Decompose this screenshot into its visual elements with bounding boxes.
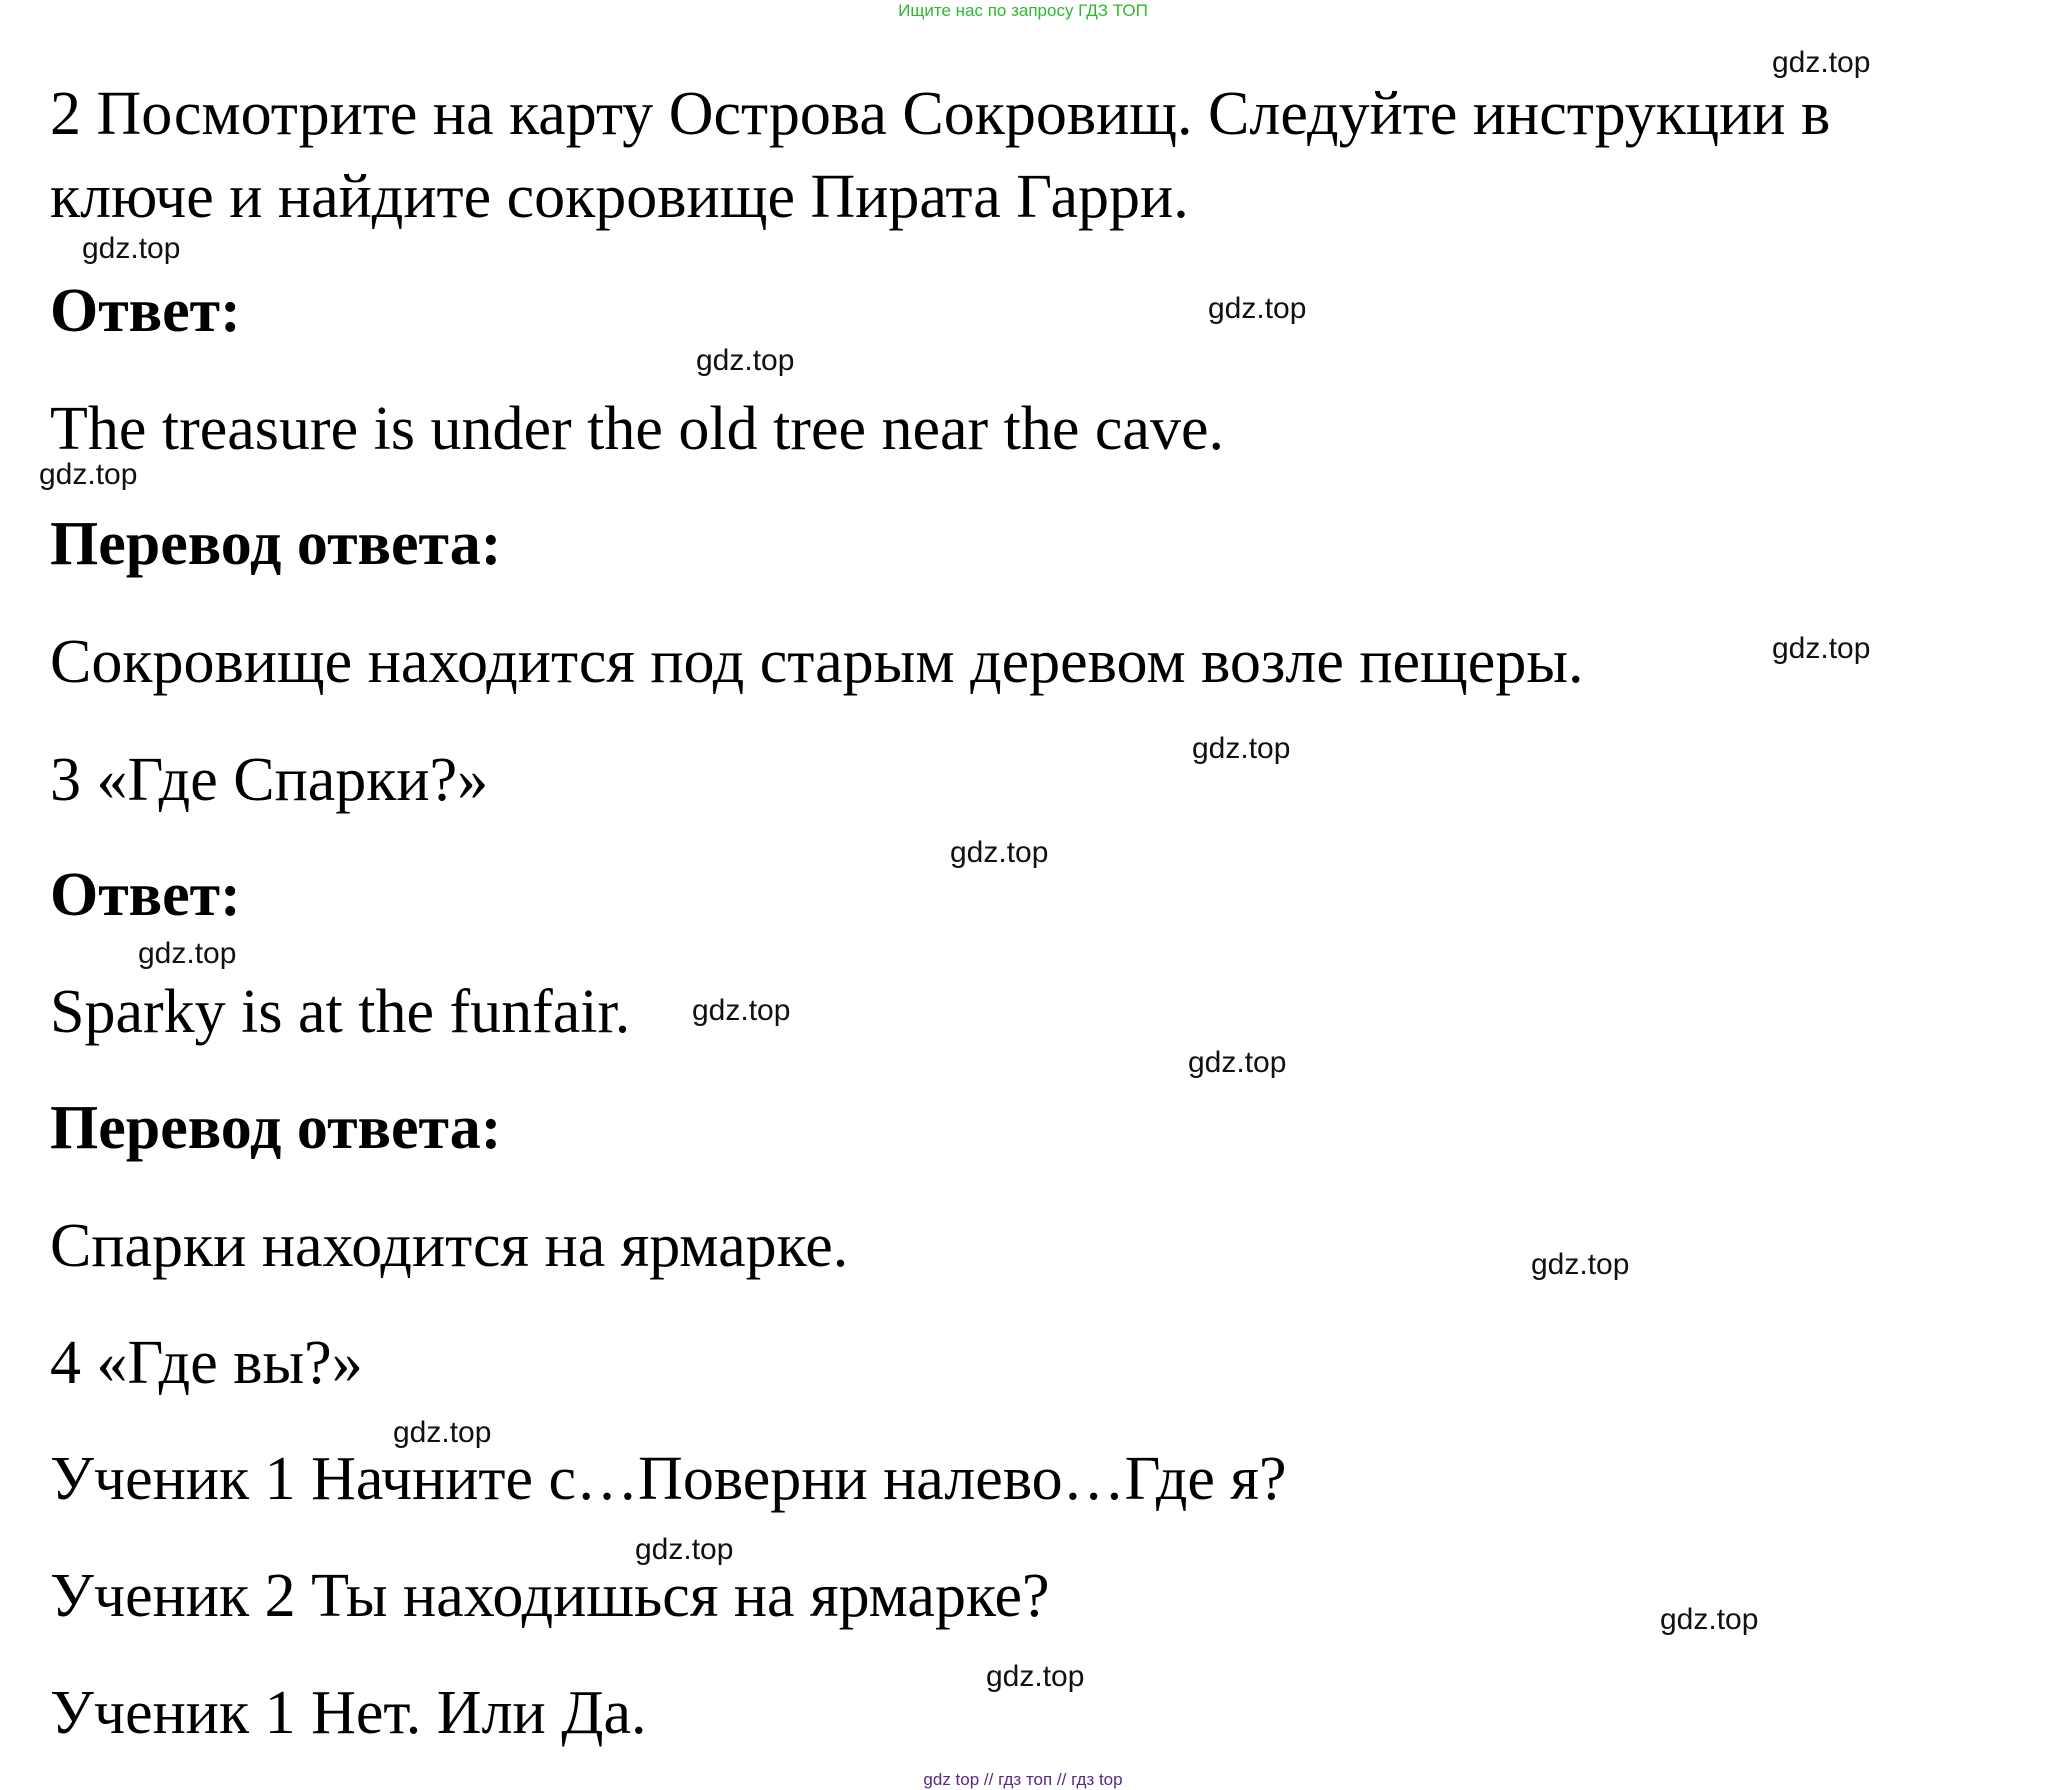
watermark: gdz.top [1208, 292, 1307, 325]
watermark: gdz.top [986, 1660, 1085, 1693]
watermark: gdz.top [1772, 632, 1871, 665]
dialog-line3: Ученик 1 Нет. Или Да. [50, 1679, 647, 1747]
watermark: gdz.top [138, 937, 237, 970]
answer1-heading: Ответ: [50, 277, 241, 345]
task4-title: 4 «Где вы?» [50, 1329, 363, 1397]
answer2-text: Sparky is at the funfair. [50, 978, 631, 1046]
task3-title: 3 «Где Спарки?» [50, 746, 489, 814]
answer1-text: The treasure is under the old tree near the cave. [50, 395, 1224, 463]
watermark: gdz.top [635, 1533, 734, 1566]
translation2-heading: Перевод ответа: [50, 1094, 502, 1162]
watermark: gdz.top [82, 232, 181, 265]
watermark: gdz.top [1192, 732, 1291, 765]
task2-line2: ключе и найдите сокровище Пирата Гарри. [50, 163, 1189, 231]
watermark: gdz.top [1531, 1248, 1630, 1281]
watermark: gdz.top [950, 836, 1049, 869]
watermark: gdz.top [692, 994, 791, 1027]
translation2-text: Спарки находится на ярмарке. [50, 1212, 849, 1280]
watermark: gdz.top [39, 458, 138, 491]
footer-links: gdz top // гдз топ // гдз top [923, 1770, 1123, 1789]
dialog-line1: Ученик 1 Начните с…Поверни налево…Где я? [50, 1445, 1287, 1513]
watermark: gdz.top [696, 344, 795, 377]
watermark: gdz.top [393, 1416, 492, 1449]
translation1-heading: Перевод ответа: [50, 510, 502, 578]
dialog-line2: Ученик 2 Ты находишься на ярмарке? [50, 1562, 1050, 1630]
watermark: gdz.top [1660, 1603, 1759, 1636]
watermark: gdz.top [1772, 46, 1871, 79]
watermark: gdz.top [1188, 1046, 1287, 1079]
answer2-heading: Ответ: [50, 861, 241, 929]
task2-line1: 2 Посмотрите на карту Острова Сокровищ. Следуйте инструкции в [50, 80, 1831, 148]
top-banner: Ищите нас по запросу ГДЗ ТОП [898, 1, 1148, 20]
translation1-text: Сокровище находится под старым деревом возле пещеры. [50, 628, 1584, 696]
